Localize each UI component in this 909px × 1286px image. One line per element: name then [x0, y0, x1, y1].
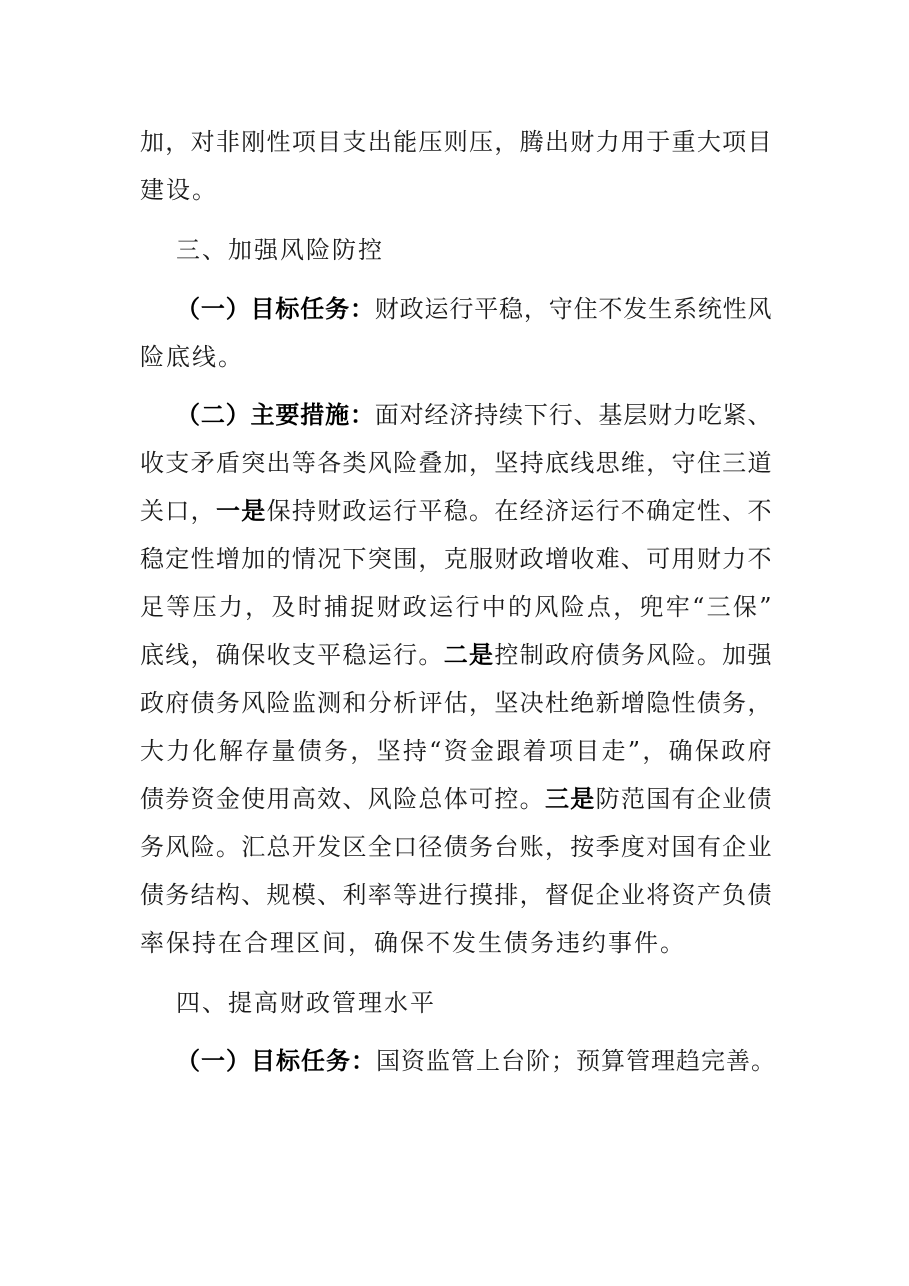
emphasis-third: 三是 [545, 785, 596, 813]
objective-colon: ： [349, 295, 375, 323]
objective-label: （一）目标任务 [176, 295, 350, 323]
objective-paragraph-line [176, 1041, 776, 1081]
measures-label: （二）主要措施 [176, 401, 350, 429]
paragraph-line: 足等压力，及时捕捉财政运行中的风险点，兜牢“三保” [140, 593, 772, 621]
objective-label: （一）目标任务 [176, 1047, 351, 1075]
section-heading: 三、加强风险防控 [176, 236, 384, 264]
paragraph-line: 收支矛盾突出等各类风险叠加，坚持底线思维，守住三道 [140, 449, 772, 477]
objective-paragraph-line [176, 289, 772, 329]
section-heading: 四、提高财政管理水平 [176, 989, 436, 1017]
text-span: 关口， [140, 497, 216, 525]
text-span: 底线，确保收支平稳运行。 [140, 641, 444, 669]
paragraph-line: 债务结构、规模、利率等进行摸排，督促企业将资产负债 [140, 881, 772, 909]
paragraph-line [140, 635, 772, 675]
paragraph-line: 建设。 [140, 176, 218, 204]
paragraph-line: 稳定性增加的情况下突围，克服财政增收难、可用财力不 [140, 545, 772, 573]
paragraph-line: 率保持在合理区间，确保不发生债务违约事件。 [140, 929, 686, 957]
emphasis-second: 二是 [443, 641, 495, 669]
paragraph-line [140, 491, 772, 531]
objective-text: 财政运行平稳，守住不发生系统性风 [374, 295, 773, 323]
measures-colon: ： [349, 401, 375, 429]
objective-text: 国资监管上台阶；预算管理趋完善。 [376, 1047, 776, 1075]
measures-paragraph-line [176, 395, 772, 435]
objective-colon: ： [351, 1047, 376, 1075]
paragraph-line [140, 779, 772, 819]
text-span: 防范国有企业债 [595, 785, 772, 813]
paragraph-line: 险底线。 [140, 343, 244, 371]
paragraph-line: 政府债务风险监测和分析评估，坚决杜绝新增隐性债务， [140, 689, 772, 717]
text-span: 保持财政运行平稳。在经济运行不确定性、不 [266, 497, 772, 525]
paragraph-line: 加，对非刚性项目支出能压则压，腾出财力用于重大项目 [140, 128, 772, 156]
emphasis-first: 一是 [215, 497, 267, 525]
paragraph-line: 务风险。汇总开发区全口径债务台账，按季度对国有企业 [140, 833, 772, 861]
measures-text: 面对经济持续下行、基层财力吃紧、 [374, 401, 773, 429]
text-span: 控制政府债务风险。加强 [494, 641, 772, 669]
text-span: 债券资金使用高效、风险总体可控。 [140, 785, 545, 813]
paragraph-line: 大力化解存量债务，坚持“资金跟着项目走”，确保政府 [140, 737, 772, 765]
